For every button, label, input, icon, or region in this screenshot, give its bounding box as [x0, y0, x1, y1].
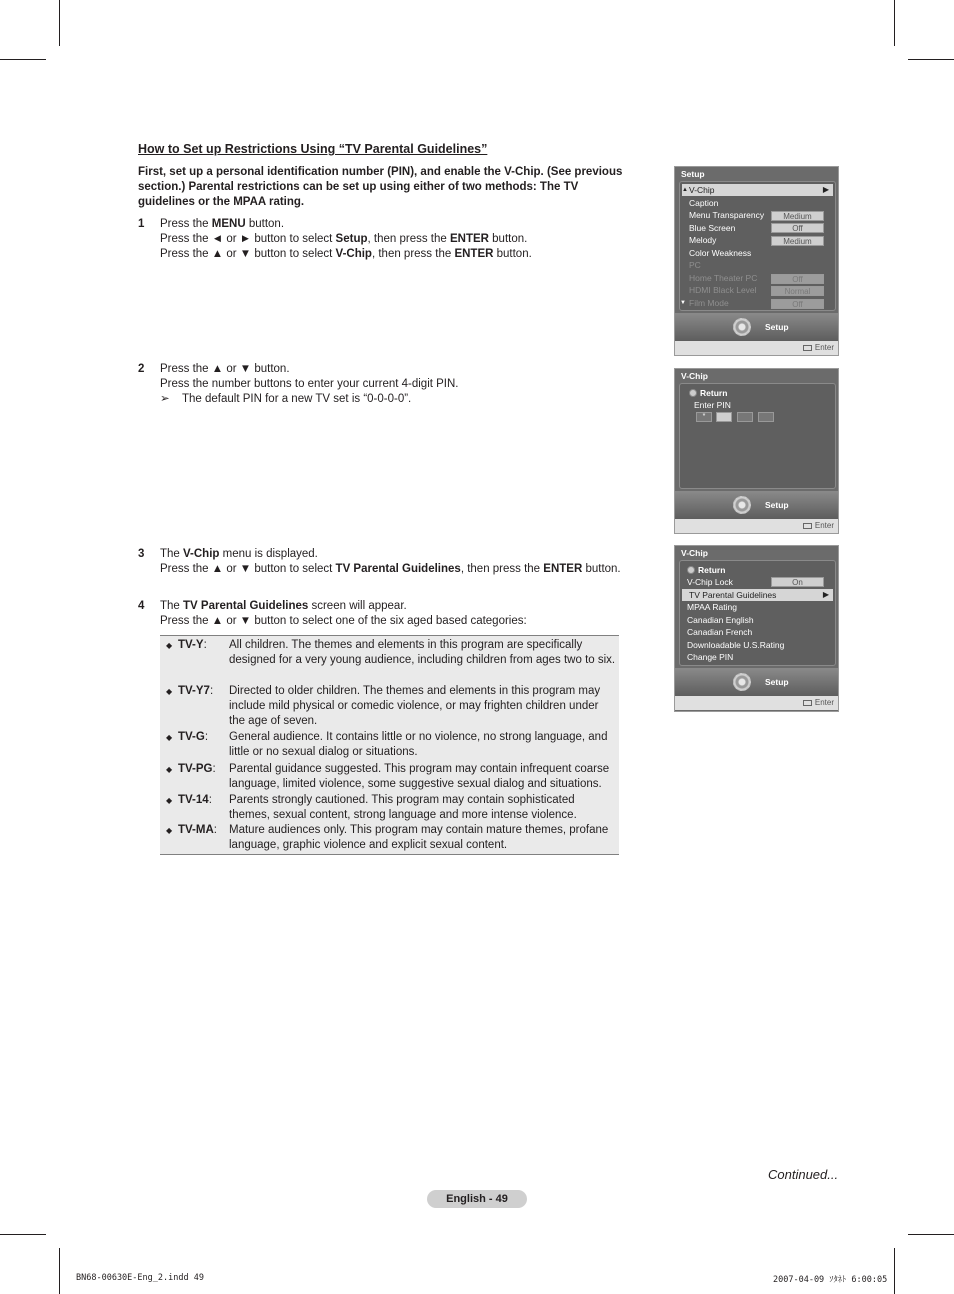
osd-menu [679, 383, 836, 489]
colon: : [209, 685, 214, 697]
home-theater-pc-value: Off [771, 274, 824, 284]
menu-item-label: MPAA Rating [687, 602, 737, 612]
menu-item-label: Blue Screen [689, 223, 736, 233]
bullet-icon: ◆ [166, 733, 173, 742]
section-heading: How to Set up Restrictions Using “TV Parental Guidelines” [138, 142, 488, 156]
menu-item-tv-parental-guidelines[interactable] [682, 589, 833, 601]
osd-title: Setup [681, 169, 705, 179]
crop-mark [908, 1234, 954, 1235]
osd-vchip-screen [674, 545, 839, 712]
colon: : [213, 824, 217, 836]
colon: : [204, 731, 209, 743]
v-chip-lock-value[interactable]: On [771, 577, 824, 587]
menu-item-label: Caption [689, 198, 719, 208]
colon: : [212, 763, 216, 775]
rating-code: TV-PG [178, 763, 213, 775]
rating-description: Parents strongly cautioned. This program may contain sophisticated themes, sexual content, strong language and more intense violence. [229, 794, 577, 821]
rating-description: Directed to older children. The themes and elements in this program may include mild physical or comedic violence, or may frighten children under the age of seven. [229, 685, 601, 727]
text: button. [488, 233, 528, 245]
rating-code: TV-14 [178, 794, 209, 806]
pin-digit-2[interactable] [716, 412, 732, 422]
text: , then press the [371, 248, 455, 260]
crop-mark [59, 0, 60, 46]
return-label: Return [700, 388, 728, 398]
bullet-icon: ◆ [166, 826, 173, 835]
menu-transparency-value: Medium [771, 211, 824, 221]
note-text: The default PIN for a new TV set is “0-0-0-0”. [182, 393, 412, 405]
text: menu is displayed. [219, 548, 318, 560]
step-number: 2 [138, 363, 145, 375]
menu-item-label: HDMI Black Level [689, 285, 757, 295]
enter-pin-label [680, 399, 835, 411]
menu-item-label: Canadian French [687, 627, 753, 637]
osd-title: V-Chip [681, 548, 708, 558]
step-body [160, 217, 532, 262]
osd-category-bar [675, 491, 838, 521]
bullet-icon: ◆ [166, 687, 173, 696]
page-number-badge: English - 49 [427, 1190, 527, 1208]
crop-mark [894, 0, 895, 46]
return-icon [689, 389, 697, 397]
right-arrow-icon: ▶ [822, 185, 829, 194]
text-bold: MENU [211, 218, 246, 230]
rating-code: TV-G [178, 731, 205, 743]
film-mode-value: Off [771, 299, 824, 309]
osd-category-bar [675, 313, 838, 343]
bullet-icon: ◆ [166, 765, 173, 774]
text: Press the ▲ or ▼ button. [160, 363, 290, 375]
osd-menu [679, 181, 836, 311]
menu-item-label: Canadian English [687, 615, 754, 625]
text: Press the ◄ or ► button to select [160, 233, 336, 245]
menu-item-mpaa-rating[interactable] [680, 601, 835, 613]
menu-item-label: V-Chip Lock [687, 577, 733, 587]
gear-icon [733, 318, 751, 336]
text: Press the number buttons to enter your current 4-digit PIN. [160, 378, 459, 390]
enter-icon [803, 700, 812, 706]
colon: : [203, 639, 207, 651]
osd-title: V-Chip [681, 371, 708, 381]
text-bold: ENTER [543, 563, 583, 575]
pin-digit-4[interactable] [758, 412, 774, 422]
step-number: 4 [138, 600, 145, 612]
enter-icon [803, 345, 812, 351]
enter-icon [803, 523, 812, 529]
menu-item-change-pin[interactable] [680, 651, 835, 663]
return-icon [687, 566, 695, 574]
return-label: Return [698, 565, 726, 575]
note-arrow-icon: ➢ [160, 393, 170, 405]
osd-footer [675, 341, 838, 355]
step-body [160, 599, 527, 629]
hdmi-black-level-value: Normal [771, 286, 824, 296]
text-bold: V-Chip [183, 548, 220, 560]
text: Enter PIN [694, 400, 731, 410]
osd-category-bar [675, 668, 838, 698]
crop-mark [908, 59, 954, 60]
text: The [160, 600, 184, 612]
intro-paragraph: First, set up a personal identification number (PIN), and enable the V-Chip. (See previous section.) Parental restrictions can be set up using either of two methods: The TV guidelines or the MPAA rating. [138, 166, 623, 208]
melody-value: Medium [771, 236, 824, 246]
bullet-icon: ◆ [166, 641, 173, 650]
menu-item-label: Change PIN [687, 652, 734, 662]
menu-item-color-weakness[interactable] [680, 247, 835, 259]
text-bold: ENTER [454, 248, 494, 260]
text-bold: Setup [335, 233, 368, 245]
continued-label: Continued... [768, 1167, 839, 1182]
category-label: Setup [765, 677, 789, 687]
step-body [160, 547, 621, 577]
text: The [160, 548, 184, 560]
category-label: Setup [765, 500, 789, 510]
text: Press the ▲ or ▼ button to select [160, 248, 336, 260]
crop-mark [0, 59, 46, 60]
rating-description: Mature audiences only. This program may contain mature themes, profane language, graphic violence and explicit sexual content. [229, 824, 609, 851]
menu-item-label: Menu Transparency [689, 210, 765, 220]
text: Press the [160, 218, 212, 230]
osd-menu [679, 560, 836, 666]
osd-setup-screen [674, 166, 839, 356]
osd-footer [675, 696, 838, 710]
text-bold: ENTER [449, 233, 489, 245]
menu-item-caption[interactable] [680, 197, 835, 209]
menu-item-label: Color Weakness [689, 248, 752, 258]
enter-hint [803, 521, 834, 530]
rating-description: Parental guidance suggested. This program may contain infrequent coarse language, limited violence, some suggestive sexual dialog and situations. [229, 763, 610, 790]
enter-label: Enter [814, 698, 834, 707]
gear-icon [733, 673, 751, 691]
bullet-icon: ◆ [166, 796, 173, 805]
enter-hint [803, 698, 834, 707]
menu-item-pc [680, 259, 835, 271]
text: button. [582, 563, 621, 575]
menu-item-label: V-Chip [689, 185, 715, 195]
menu-item-label: TV Parental Guidelines [689, 590, 777, 600]
menu-item-label: Melody [689, 235, 717, 245]
enter-label: Enter [814, 343, 834, 352]
menu-item-canadian-french[interactable] [680, 626, 835, 638]
crop-mark [894, 1248, 895, 1294]
print-footer-left: BN68-00630E-Eng_2.indd 49 [76, 1273, 204, 1283]
text: Press the ▲ or ▼ button to select one of the six aged based categories: [160, 615, 527, 627]
osd-pin-screen [674, 368, 839, 534]
crop-mark [0, 1234, 46, 1235]
text-bold: V-Chip [335, 248, 372, 260]
blue-screen-value: Off [771, 223, 824, 233]
menu-item-label: Film Mode [689, 298, 729, 308]
rating-code: TV-Y [178, 639, 204, 651]
enter-hint [803, 343, 834, 352]
text: button. [245, 218, 285, 230]
text: , then press the [460, 563, 544, 575]
enter-label: Enter [814, 521, 834, 530]
menu-item-downloadable-us-rating[interactable] [680, 639, 835, 651]
menu-item-canadian-english[interactable] [680, 614, 835, 626]
return-item[interactable] [680, 564, 835, 576]
print-footer-right: 2007-04-09 ｿﾀﾈﾄ 6:00:05 [773, 1275, 888, 1285]
step-number: 3 [138, 548, 145, 560]
text: , then press the [367, 233, 450, 245]
ratings-table [160, 635, 619, 855]
menu-item-label: Downloadable U.S.Rating [687, 640, 785, 650]
gear-icon [733, 496, 751, 514]
rating-description: General audience. It contains little or no violence, no strong language, and little or no sexual dialog or situations. [229, 731, 608, 758]
colon: : [208, 794, 212, 806]
category-label: Setup [765, 322, 789, 332]
right-arrow-icon: ▶ [822, 590, 829, 599]
menu-item-label: PC [689, 260, 701, 270]
pin-digit-1[interactable]: * [696, 412, 712, 422]
pin-input[interactable] [696, 412, 776, 422]
return-item[interactable] [680, 387, 835, 399]
text-bold: TV Parental Guidelines [183, 600, 309, 612]
text: button. [493, 248, 532, 260]
down-arrow-icon: ▼ [680, 300, 686, 306]
up-arrow-icon: ▲ [682, 187, 688, 193]
rating-description: All children. The themes and elements in this program are specifically designed for a very young audience, including children from ages two to six. [229, 639, 616, 666]
rating-code: TV-MA [178, 824, 214, 836]
step-number: 1 [138, 218, 145, 230]
menu-item-v-chip[interactable] [682, 184, 833, 196]
crop-mark [59, 1248, 60, 1294]
text-bold: TV Parental Guidelines [335, 563, 461, 575]
menu-item-label: Home Theater PC [689, 273, 758, 283]
step-body [160, 362, 459, 407]
rating-code: TV-Y7 [178, 685, 210, 697]
osd-footer [675, 519, 838, 533]
text: screen will appear. [308, 600, 407, 612]
text: Press the ▲ or ▼ button to select [160, 563, 336, 575]
pin-digit-3[interactable] [737, 412, 753, 422]
